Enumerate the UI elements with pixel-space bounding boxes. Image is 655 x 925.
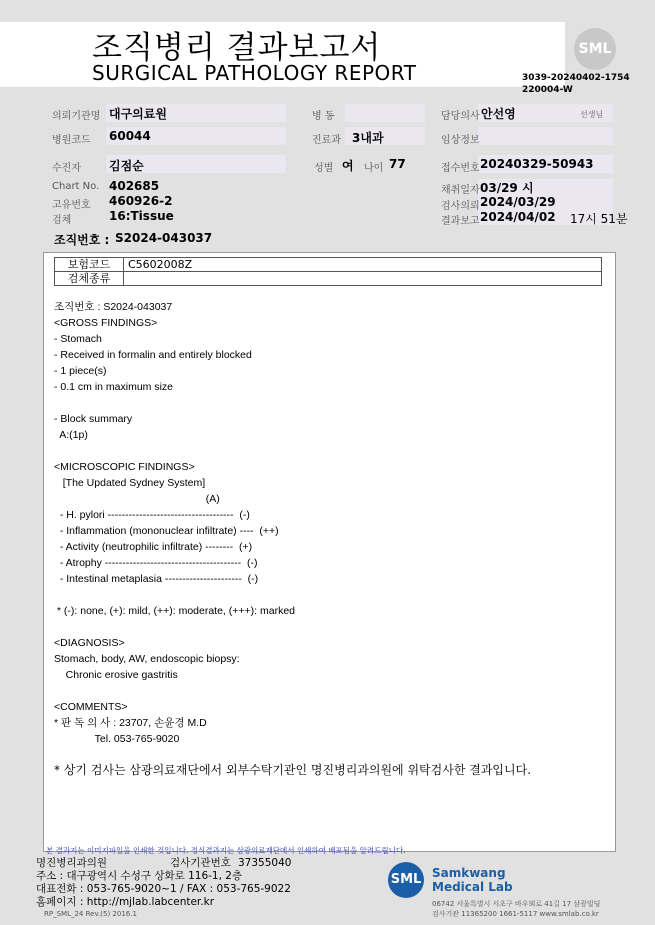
hospital-code-label: 병원코드 bbox=[52, 135, 91, 146]
doctor-suffix: 선생님 bbox=[580, 110, 604, 119]
sml-logo-icon: SML bbox=[574, 28, 616, 70]
id-value: 460926-2 bbox=[109, 194, 173, 208]
insurance-code-label: 보험코드 bbox=[55, 258, 124, 272]
report-title-korean: 조직병리 결과보고서 bbox=[92, 30, 382, 66]
dept-label: 진료과 bbox=[312, 135, 341, 146]
report-date-label: 결과보고 bbox=[441, 216, 480, 227]
table-row bbox=[55, 272, 602, 286]
sml-company-logo-icon: SML bbox=[388, 862, 424, 898]
doctor-label: 담당의사 bbox=[441, 111, 480, 122]
clinical-info-box bbox=[478, 127, 613, 145]
form-code: RP_SML_24 Rev.(5) 2016.1 bbox=[44, 910, 137, 918]
report-time-value: 17시 51분 bbox=[570, 212, 628, 226]
doctor-value: 안선영 bbox=[481, 107, 516, 121]
document-id: 3039-20240402-1754 220004-W bbox=[522, 73, 630, 95]
company-name: Samkwang Medical Lab bbox=[432, 866, 513, 894]
hospital-code-value: 60044 bbox=[109, 129, 151, 143]
dept-value: 3내과 bbox=[352, 131, 384, 145]
patient-value: 김점순 bbox=[109, 159, 144, 173]
lab-homepage: 홈페이지 : http://mjlab.labcenter.kr bbox=[36, 896, 215, 908]
ward-box bbox=[345, 104, 425, 122]
specimen-type-value bbox=[124, 272, 602, 286]
institution-label: 의뢰기관명 bbox=[52, 111, 101, 122]
chart-label: Chart No. bbox=[52, 181, 100, 192]
lab-phone: 대표전화 : 053-765-9020~1 / FAX : 053-765-9022 bbox=[36, 883, 291, 895]
specimen-label: 검체 bbox=[52, 215, 72, 226]
insurance-code-value: C5602008Z bbox=[124, 258, 602, 272]
code-table bbox=[54, 257, 602, 286]
report-date-value: 2024/04/02 bbox=[480, 210, 556, 224]
table-row bbox=[55, 258, 602, 272]
patient-label: 수진자 bbox=[52, 163, 81, 174]
age-value: 77 bbox=[389, 157, 406, 171]
collect-label: 채취일자 bbox=[441, 185, 480, 196]
chart-value: 402685 bbox=[109, 179, 160, 193]
id-label: 고유번호 bbox=[52, 200, 91, 211]
lab-name: 명진병리과의원 bbox=[36, 857, 108, 869]
specimen-type-label: 검체종류 bbox=[55, 272, 124, 286]
receipt-label: 접수번호 bbox=[441, 163, 480, 174]
lab-id-label: 검사기관번호 bbox=[170, 857, 231, 869]
clinical-info-label: 임상정보 bbox=[441, 135, 480, 146]
tissue-no-value: S2024-043037 bbox=[115, 231, 213, 245]
company-address: 06742 서울특별시 서초구 바우뫼로 41길 17 삼광빌딩 bbox=[432, 900, 601, 908]
tissue-no-label: 조직번호 : bbox=[54, 233, 110, 247]
report-body: 조직번호 : S2024-043037 <GROSS FINDINGS> - Stomach - Received in formalin and entirely blocked - 1 piece(s) - 0.1 cm in maximum size - Block summary A:(1p) <MICROSCOPIC FINDINGS> [The Updated Sydney System] (A) - H. pylori ------------------------------------ (-) - Inflammation (mononuclear infiltrate) ---- (++) - Activity (neutrophilic infiltrate) -------- (+) - Atrophy --------------------------------------- (-) - Intestinal metaplasia ---------------------- (-) * (-): none, (+): mild, (++): moderate, (+++): marked <DIAGNOSIS> Stomach, body, AW, endoscopic biopsy: Chronic erosive gastritis <COMMENTS> * 판 독 의 사 : 23707, 손윤경 M.D Tel. 053-765-9020 bbox=[54, 301, 296, 745]
footer-notice: 본 결과지는 이미지파일을 인쇄한 것입니다. 정식결과지는 삼광의료재단에서 인쇄하여 배포됨을 알려드립니다. bbox=[46, 846, 406, 855]
company-contact: 검사기관 11365200 1661-5117 www.smlab.co.kr bbox=[432, 910, 599, 918]
lab-address: 주소 : 대구광역시 수성구 상화로 116-1, 2층 bbox=[36, 870, 243, 882]
sex-value: 여 bbox=[342, 159, 354, 173]
report-frame bbox=[43, 252, 616, 852]
specimen-value: 16:Tissue bbox=[109, 209, 174, 223]
consign-note: * 상기 검사는 삼광의료재단에서 외부수탁기관인 명진병리과의원에 위탁검사한 결과입니다. bbox=[54, 763, 532, 777]
collect-value: 03/29 시 bbox=[480, 181, 534, 195]
report-title-english: SURGICAL PATHOLOGY REPORT bbox=[92, 61, 417, 85]
lab-id-value: 37355040 bbox=[238, 857, 292, 869]
exam-date-label: 검사의뢰 bbox=[441, 201, 480, 212]
age-label: 나이 bbox=[364, 163, 384, 174]
exam-date-value: 2024/03/29 bbox=[480, 195, 556, 209]
sex-label: 성별 bbox=[314, 163, 334, 174]
receipt-value: 20240329-50943 bbox=[480, 157, 594, 171]
institution-value: 대구의료원 bbox=[109, 107, 167, 121]
ward-label: 병 동 bbox=[312, 111, 335, 122]
